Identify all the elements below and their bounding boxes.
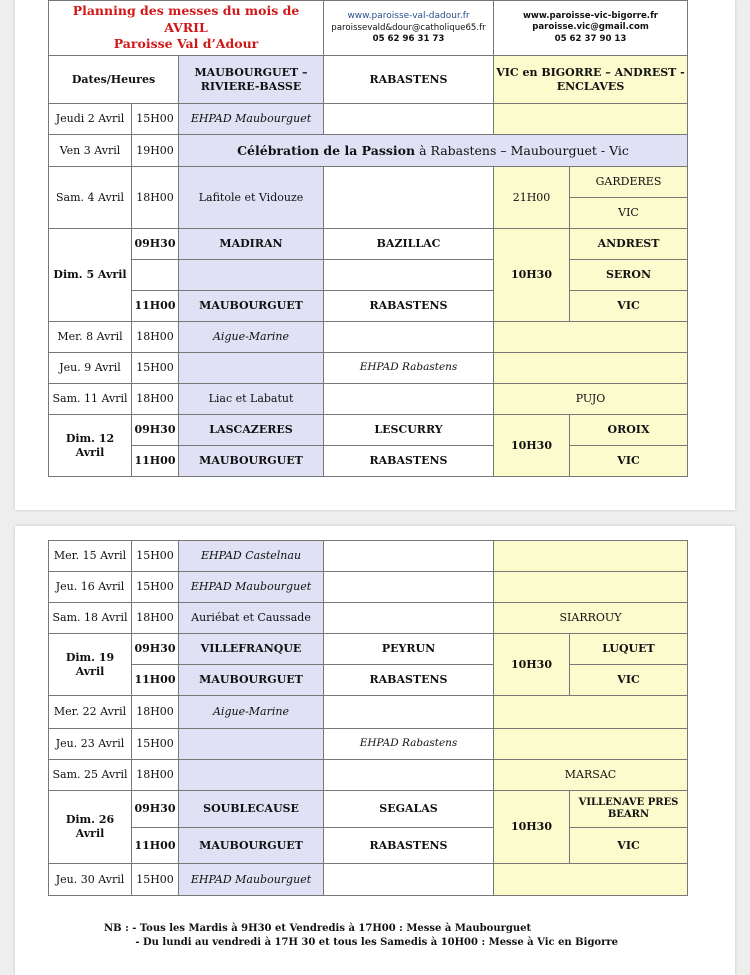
- rabastens-cell: [324, 603, 494, 634]
- vic-cell: [494, 541, 688, 572]
- vic-cell: [494, 353, 688, 384]
- time-cell: 09H30: [132, 229, 179, 260]
- vic-time-cell: 10H30: [494, 229, 570, 322]
- table-row: [49, 696, 688, 729]
- date-cell: Ven 3 Avril: [49, 135, 132, 167]
- vic-cell: SERON: [570, 260, 688, 291]
- table-row: [49, 167, 688, 198]
- parish-name: Paroisse Val d’Adour: [113, 36, 259, 52]
- rabastens-cell: RABASTENS: [324, 446, 494, 477]
- rabastens-cell: [324, 384, 494, 415]
- time-cell: 15H00: [132, 864, 179, 896]
- vic-website[interactable]: www.paroisse-vic-bigorre.fr: [522, 11, 659, 22]
- schedule-table-part2: [48, 540, 688, 896]
- time-cell: 15H00: [132, 729, 179, 760]
- rabastens-cell: EHPAD Rabastens: [324, 353, 494, 384]
- time-cell: 11H00: [132, 446, 179, 477]
- vic-cell: [494, 572, 688, 603]
- date-cell: Mer. 8 Avril: [49, 322, 132, 353]
- vic-time-cell: 21H00: [494, 167, 570, 229]
- footnote-line-1: NB : - Tous les Mardis à 9H30 et Vendredis à 17H00 : Messe à Maubourguet: [104, 923, 532, 934]
- vic-cell: VILLENAVE PRES BEARN: [570, 791, 688, 828]
- maubourguet-cell: MAUBOURGUET: [179, 828, 324, 864]
- date-cell: Jeu. 16 Avril: [49, 572, 132, 603]
- rabastens-cell: [324, 260, 494, 291]
- vic-cell: [494, 864, 688, 896]
- rabastens-cell: RABASTENS: [324, 828, 494, 864]
- date-cell: Jeu. 23 Avril: [49, 729, 132, 760]
- rabastens-cell: [324, 322, 494, 353]
- maubourguet-cell: [179, 729, 324, 760]
- maubourguet-cell: [179, 260, 324, 291]
- val-adour-contact-cell: [324, 1, 494, 56]
- rabastens-cell: [324, 541, 494, 572]
- maubourguet-cell: MAUBOURGUET: [179, 446, 324, 477]
- vic-cell: VIC: [570, 198, 688, 229]
- vic-cell: VIC: [570, 446, 688, 477]
- time-cell: 09H30: [132, 791, 179, 828]
- date-cell: Dim. 26 Avril: [49, 791, 132, 864]
- vic-cell: OROIX: [570, 415, 688, 446]
- time-cell: 18H00: [132, 760, 179, 791]
- time-cell: 18H00: [132, 322, 179, 353]
- vic-contact-cell: [494, 1, 688, 56]
- rabastens-cell: [324, 864, 494, 896]
- time-cell: 18H00: [132, 696, 179, 729]
- table-row: [49, 572, 688, 603]
- schedule-page-2: [15, 526, 735, 975]
- maubourguet-cell: Aigue-Marine: [179, 322, 324, 353]
- vic-time-cell: 10H30: [494, 415, 570, 477]
- table-row: [49, 864, 688, 896]
- maubourguet-cell: Lafitole et Vidouze: [179, 167, 324, 229]
- date-cell: Dim. 19 Avril: [49, 634, 132, 696]
- table-row: [49, 634, 688, 665]
- val-adour-email[interactable]: paroissevald&dour@catholique65.fr: [331, 22, 486, 33]
- time-cell: 15H00: [132, 104, 179, 135]
- table-row: [49, 415, 688, 446]
- footnote-line-2: - Du lundi au vendredi à 17H 30 et tous les Samedis à 10H00 : Messe à Vic en Bigorre: [104, 937, 618, 948]
- passion-places: à Rabastens – Maubourguet - Vic: [415, 142, 629, 158]
- time-cell: 09H30: [132, 415, 179, 446]
- vic-cell: VIC: [570, 665, 688, 696]
- maubourguet-cell: VILLEFRANQUE: [179, 634, 324, 665]
- maubourguet-cell: EHPAD Maubourguet: [179, 572, 324, 603]
- header-title-cell: [49, 1, 324, 56]
- time-cell: 15H00: [132, 353, 179, 384]
- table-row: [49, 353, 688, 384]
- vic-cell: PUJO: [494, 384, 688, 415]
- maubourguet-cell: EHPAD Maubourguet: [179, 864, 324, 896]
- column-header-maubourguet: MAUBOURGUET – RIVIERE-BASSE: [179, 56, 324, 104]
- maubourguet-cell: SOUBLECAUSE: [179, 791, 324, 828]
- time-cell: 11H00: [132, 828, 179, 864]
- table-row: [49, 104, 688, 135]
- footnote: [104, 922, 618, 950]
- date-cell: Jeu. 30 Avril: [49, 864, 132, 896]
- vic-cell: GARDERES: [570, 167, 688, 198]
- maubourguet-cell: Auriébat et Caussade: [179, 603, 324, 634]
- date-cell: Dim. 5 Avril: [49, 229, 132, 322]
- rabastens-cell: [324, 696, 494, 729]
- column-header-rabastens: RABASTENS: [324, 56, 494, 104]
- table-row: [49, 384, 688, 415]
- column-header-dates: Dates/Heures: [49, 56, 179, 104]
- vic-cell: [494, 322, 688, 353]
- time-cell: 11H00: [132, 665, 179, 696]
- table-row: [49, 322, 688, 353]
- rabastens-cell: BAZILLAC: [324, 229, 494, 260]
- time-cell: 19H00: [132, 135, 179, 167]
- maubourguet-cell: [179, 353, 324, 384]
- rabastens-cell: LESCURRY: [324, 415, 494, 446]
- maubourguet-cell: Aigue-Marine: [179, 696, 324, 729]
- date-cell: Mer. 22 Avril: [49, 696, 132, 729]
- maubourguet-cell: MAUBOURGUET: [179, 665, 324, 696]
- vic-cell: ANDREST: [570, 229, 688, 260]
- schedule-page-1: [15, 0, 735, 510]
- time-cell: 18H00: [132, 384, 179, 415]
- rabastens-cell: EHPAD Rabastens: [324, 729, 494, 760]
- rabastens-cell: PEYRUN: [324, 634, 494, 665]
- passion-title: Célébration de la Passion: [237, 142, 416, 158]
- maubourguet-cell: MADIRAN: [179, 229, 324, 260]
- maubourguet-cell: EHPAD Castelnau: [179, 541, 324, 572]
- table-row: [49, 729, 688, 760]
- vic-cell: [494, 729, 688, 760]
- time-cell: 18H00: [132, 603, 179, 634]
- val-adour-website[interactable]: www.paroisse-val-dadour.fr: [347, 10, 470, 21]
- vic-time-cell: 10H30: [494, 791, 570, 864]
- date-cell: Sam. 25 Avril: [49, 760, 132, 791]
- val-adour-phone: 05 62 96 31 73: [372, 33, 445, 44]
- date-cell: Sam. 18 Avril: [49, 603, 132, 634]
- date-cell: Jeudi 2 Avril: [49, 104, 132, 135]
- vic-cell: VIC: [570, 291, 688, 322]
- date-cell: Dim. 12 Avril: [49, 415, 132, 477]
- passion-celebration-cell: [179, 135, 688, 167]
- maubourguet-cell: EHPAD Maubourguet: [179, 104, 324, 135]
- rabastens-cell: [324, 104, 494, 135]
- vic-cell: [494, 696, 688, 729]
- rabastens-cell: SEGALAS: [324, 791, 494, 828]
- maubourguet-cell: Liac et Labatut: [179, 384, 324, 415]
- table-row: [49, 135, 688, 167]
- maubourguet-cell: LASCAZERES: [179, 415, 324, 446]
- vic-time-cell: 10H30: [494, 634, 570, 696]
- time-cell: 15H00: [132, 572, 179, 603]
- date-cell: Sam. 4 Avril: [49, 167, 132, 229]
- rabastens-cell: [324, 760, 494, 791]
- time-cell: 18H00: [132, 167, 179, 229]
- time-cell: 11H00: [132, 291, 179, 322]
- maubourguet-cell: [179, 760, 324, 791]
- table-row: [49, 603, 688, 634]
- table-row: [49, 760, 688, 791]
- time-cell: 15H00: [132, 541, 179, 572]
- rabastens-cell: RABASTENS: [324, 291, 494, 322]
- vic-phone: 05 62 37 90 13: [554, 33, 627, 44]
- vic-cell: [494, 104, 688, 135]
- date-cell: Mer. 15 Avril: [49, 541, 132, 572]
- table-row: [49, 541, 688, 572]
- vic-cell: MARSAC: [494, 760, 688, 791]
- schedule-table-part1: [48, 0, 688, 477]
- time-cell: 09H30: [132, 634, 179, 665]
- vic-cell: LUQUET: [570, 634, 688, 665]
- date-cell: Jeu. 9 Avril: [49, 353, 132, 384]
- rabastens-cell: [324, 572, 494, 603]
- table-row: [49, 791, 688, 828]
- column-header-vic: VIC en BIGORRE – ANDREST - ENCLAVES: [494, 56, 688, 104]
- time-cell: [132, 260, 179, 291]
- vic-cell: VIC: [570, 828, 688, 864]
- maubourguet-cell: MAUBOURGUET: [179, 291, 324, 322]
- rabastens-cell: [324, 167, 494, 229]
- vic-cell: SIARROUY: [494, 603, 688, 634]
- vic-email[interactable]: paroisse.vic@gmail.com: [532, 22, 649, 33]
- rabastens-cell: RABASTENS: [324, 665, 494, 696]
- table-row: [49, 229, 688, 260]
- planning-title: Planning des messes du mois de AVRIL: [72, 2, 300, 35]
- date-cell: Sam. 11 Avril: [49, 384, 132, 415]
